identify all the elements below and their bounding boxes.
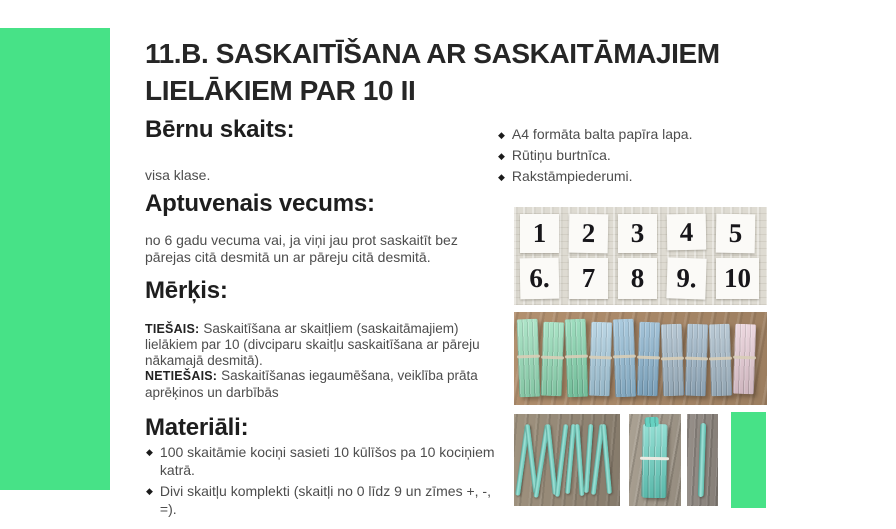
- left-accent-bar: [0, 28, 110, 490]
- tied-bundle-photo: [629, 414, 681, 506]
- bullet-text: Rakstāmpiederumi.: [511, 168, 633, 184]
- list-item: [498, 126, 798, 143]
- number-card: 6.: [520, 258, 560, 300]
- bullet-diamond-icon: ◆: [498, 130, 505, 140]
- stick-bundle: [637, 322, 661, 397]
- bottom-accent-block: [731, 412, 766, 508]
- bullet-diamond-icon: ◆: [146, 447, 153, 457]
- loose-sticks-photo: [514, 414, 620, 506]
- stick-bundle: [565, 319, 589, 398]
- goal-indirect-label: NETIEŠAIS:: [145, 369, 218, 384]
- counting-stick: [574, 424, 584, 496]
- supplies-list: [498, 126, 798, 189]
- stick-bundle: [685, 324, 709, 397]
- bullet-text: A4 formāta balta papīra lapa.: [511, 126, 693, 142]
- number-card: 4: [667, 214, 707, 251]
- number-card: 3: [618, 214, 657, 253]
- materials-list: [146, 443, 504, 521]
- heading-materiali: Materiāli:: [145, 414, 249, 441]
- heading-aptuvenais-vecums: Aptuvenais vecums:: [145, 190, 375, 217]
- stick-bundle: [541, 322, 565, 397]
- stick-bundle: [709, 324, 733, 397]
- bullet-diamond-icon: ◆: [498, 172, 505, 182]
- number-card: 10: [716, 258, 759, 299]
- text-aptuvenais-vecums: no 6 gadu vecuma vai, ja viņi jau prot saskaitīt bez pārejas citā desmitā un ar pāreju citā desmitā.: [145, 232, 458, 265]
- list-item: [498, 147, 798, 164]
- heading-bernu-skaits: Bērnu skaits:: [145, 116, 295, 143]
- text-bernu-skaits: visa klase.: [145, 167, 211, 183]
- stick-bundle: [733, 324, 756, 395]
- card-row: [520, 258, 759, 299]
- card-row: [520, 214, 755, 253]
- single-stick-photo: [687, 414, 718, 506]
- goal-indirect-text: Saskaitīšanas iegaumēšana, veiklība prāta aprēķinos un darbībās: [145, 368, 478, 400]
- bullet-text: Divi skaitļu komplekti (skaitļi no 0 līdz 9 un zīmes +, -, =).: [159, 483, 491, 517]
- counting-stick: [601, 424, 612, 494]
- goal-direct: [145, 321, 511, 368]
- single-stick: [698, 423, 707, 497]
- number-card: 2: [569, 214, 609, 254]
- bullet-diamond-icon: ◆: [498, 151, 505, 161]
- stick-bundles-photo: [514, 312, 767, 405]
- number-card: 7: [569, 258, 608, 299]
- stick-bundle: [517, 319, 541, 398]
- number-cards-photo: [514, 207, 767, 305]
- goal-direct-text: Saskaitīšana ar skaitļiem (saskaitāmajiem) lielākiem par 10 (divciparu skaitļu saskaitīšana ar pāreju nākamajā desmitā).: [145, 321, 480, 368]
- goal-indirect: [145, 368, 511, 400]
- number-card: 5: [716, 214, 756, 254]
- number-card: 9.: [666, 257, 706, 299]
- bullet-diamond-icon: ◆: [146, 486, 153, 496]
- stick-bundles: [518, 312, 763, 405]
- list-item: [146, 443, 504, 479]
- heading-merkis: Mērķis:: [145, 277, 228, 304]
- list-item: [146, 482, 504, 518]
- stick-bundle: [613, 319, 637, 398]
- goal-direct-label: TIEŠAIS:: [145, 322, 200, 336]
- list-item: [498, 168, 798, 185]
- number-card: 8: [618, 258, 657, 299]
- bullet-text: Rūtiņu burtnīca.: [511, 147, 611, 163]
- tied-bundle: [641, 424, 667, 498]
- stick-bundle: [661, 324, 685, 397]
- page-title: 11.B. SASKAITĪŠANA AR SASKAITĀMAJIEM LIELĀKIEM PAR 10 II: [145, 37, 720, 107]
- text-merkis: [145, 321, 511, 400]
- bullet-text: 100 skaitāmie kociņi sasieti 10 kūlīšos pa 10 kociņiem katrā.: [159, 444, 495, 478]
- number-card: 1: [520, 214, 559, 253]
- stick-bundle: [589, 322, 613, 397]
